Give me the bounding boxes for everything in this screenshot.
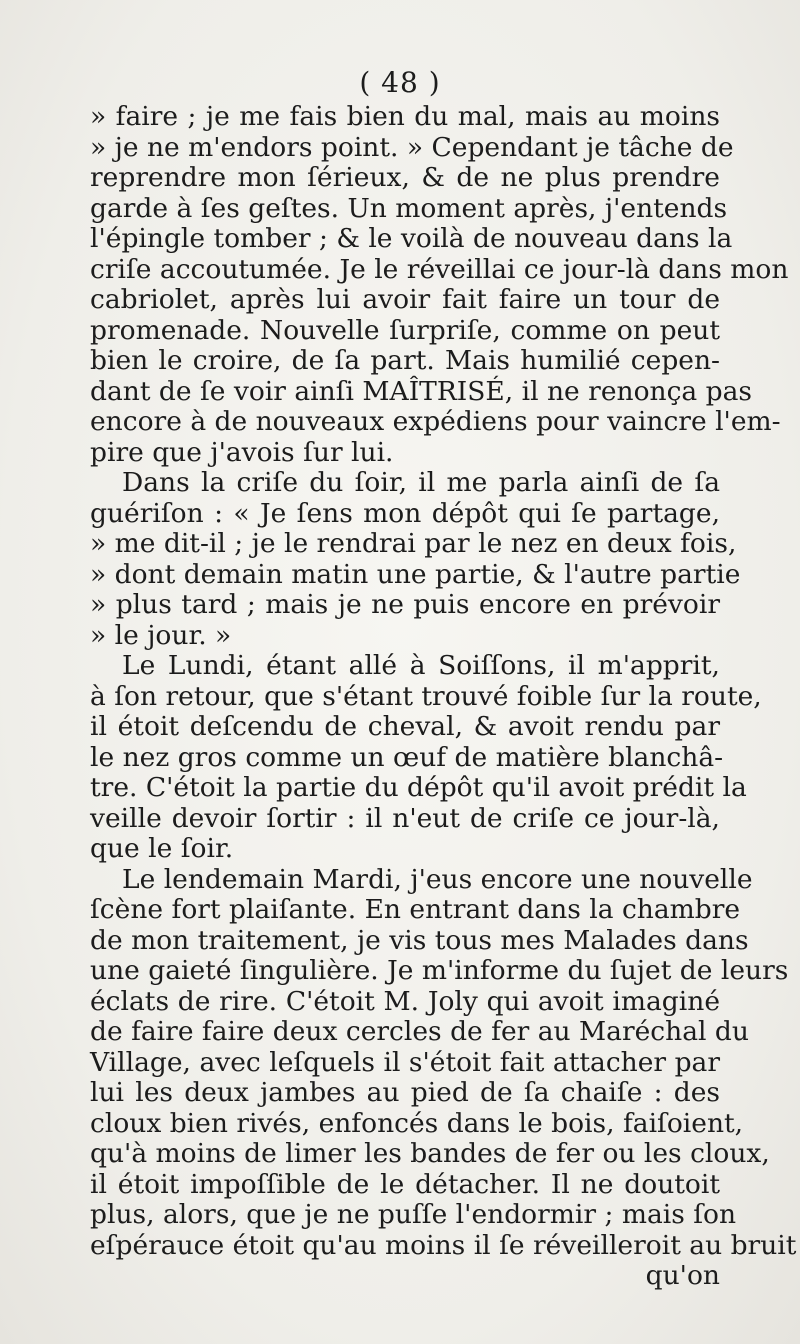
text-line: Village, avec leſquels il s'étoit fait attacher par <box>90 1046 720 1078</box>
text-line: eſpérauce étoit qu'au moins il ſe réveilleroit au bruit <box>90 1229 797 1261</box>
text-line: pire que j'avois ſur lui. <box>90 436 394 468</box>
text-line: à ſon retour, que s'étant trouvé foible ſur la route, <box>90 680 762 712</box>
text-line: Le Lundi, étant allé à Soiſſons, il m'apprit, <box>122 650 720 681</box>
text-line: éclats de rire. C'étoit M. Joly qui avoit imaginé <box>90 985 720 1017</box>
text-line: que le ſoir. <box>90 833 234 864</box>
text-line: » dont demain matin une partie, & l'autre partie <box>90 558 741 590</box>
text-line: » me dit-il ; je le rendrai par le nez en deux fois, <box>90 528 737 559</box>
text-line: promenade. Nouvelle ſurpriſe, comme on peut <box>90 314 720 346</box>
text-line: bien le croire, de ſa part. Mais humilié cepen- <box>90 345 720 376</box>
text-line: dant de ſe voir ainſi MAÎTRISÉ, il ne renonça pas <box>90 375 753 407</box>
text-line: il étoit deſcendu de cheval, & avoit rendu par <box>90 711 720 742</box>
text-line: reprendre mon ſérieux, & de ne plus prendre <box>90 162 720 193</box>
text-line: de mon traitement, je vis tous mes Malades dans <box>90 924 749 956</box>
page-number: ( 48 ) <box>359 66 441 99</box>
text-line: le nez gros comme un œuf de matière blanchâ- <box>90 741 724 773</box>
text-line: ſcène fort plaiſante. En entrant dans la chambre <box>90 894 741 925</box>
text-line: » le jour. » <box>90 619 232 651</box>
page-body-text <box>90 101 797 1292</box>
text-line: veille devoir ſortir : il n'eut de criſe ce jour-là, <box>90 802 720 834</box>
text-line: cabriolet, après lui avoir fait faire un tour de <box>90 284 720 315</box>
text-line: qu'on <box>645 1260 720 1291</box>
text-line: encore à de nouveaux expédiens pour vaincre l'em- <box>90 406 781 437</box>
text-line: l'épingle tomber ; & le voilà de nouveau dans la <box>90 223 733 254</box>
text-line: Dans la criſe du ſoir, il me parla ainſi de ſa <box>122 467 720 498</box>
text-line: de faire faire deux cercles de fer au Maréchal du <box>90 1016 749 1047</box>
text-line: il étoit impoſſible de le détacher. Il ne doutoit <box>90 1168 720 1200</box>
text-line: lui les deux jambes au pied de ſa chaiſe : des <box>90 1077 720 1108</box>
text-line: » plus tard ; mais je ne puis encore en prévoir <box>90 589 720 620</box>
text-line: guériſon : « Je ſens mon dépôt qui ſe partage, <box>90 497 720 529</box>
text-line: tre. C'étoit la partie du dépôt qu'il avoit prédit la <box>90 772 747 803</box>
text-line: cloux bien rivés, enfoncés dans le bois, faiſoient, <box>90 1107 744 1139</box>
text-line: une gaieté ſingulière. Je m'informe du ſujet de leurs <box>90 955 789 986</box>
text-line: plus, alors, que je ne puſſe l'endormir ; mais ſon <box>90 1199 737 1230</box>
text-line: » faire ; je me fais bien du mal, mais au moins <box>90 101 720 132</box>
text-line: qu'à moins de limer les bandes de fer ou les cloux, <box>90 1138 770 1169</box>
text-line: » je ne m'endors point. » Cependant je tâche de <box>90 131 734 163</box>
text-line: garde à ſes geſtes. Un moment après, j'entends <box>90 192 728 224</box>
text-line: Le lendemain Mardi, j'eus encore une nouvelle <box>122 863 753 895</box>
text-line: criſe accoutumée. Je le réveillai ce jour-là dans mon <box>90 253 789 285</box>
